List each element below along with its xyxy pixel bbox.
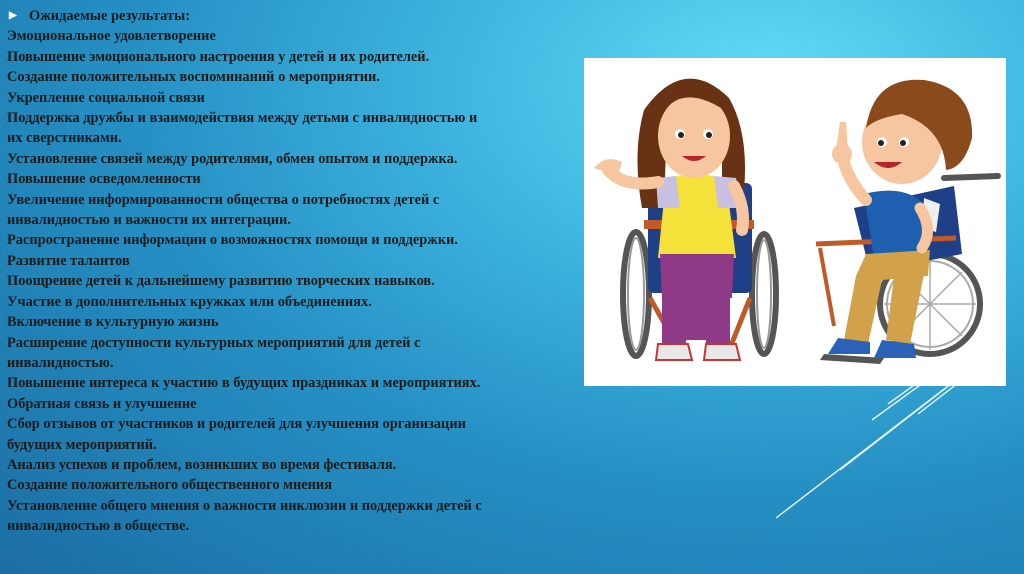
result-line: Установление общего мнения о важности инклюзии и поддержки детей с [7,497,482,514]
result-line: Поощрение детей к дальнейшему развитию творческих навыков. [7,273,435,290]
boy-figure [816,80,998,364]
result-line: Создание положительного общественного мнения [7,477,332,494]
result-line: Сбор отзывов от участников и родителей для улучшения организации [7,416,466,433]
result-line: их сверстниками. [7,130,122,147]
result-line: Распространение информации о возможностях помощи и поддержки. [7,232,458,249]
illustration-frame [584,58,1006,386]
girl-figure [594,79,776,360]
results-list [7,26,577,536]
result-line: Расширение доступности культурных мероприятий для детей с [7,334,421,351]
result-line: Эмоциональное удовлетворение [7,28,216,45]
result-line: Создание положительных воспоминаний о мероприятии. [7,69,380,86]
result-line: Анализ успехов и проблем, возникших во время фестиваля. [7,456,397,473]
children-in-wheelchairs-illustration [584,58,1006,386]
result-line: Обратная связь и улучшение [7,395,197,412]
result-line: Развитие талантов [7,252,130,269]
result-line: Участие в дополнительных кружках или объединениях. [7,293,372,310]
result-line: инвалидностью. [7,354,114,371]
result-line: инвалидностью и важности их интеграции. [7,212,291,229]
result-line: инвалидностью в обществе. [7,518,190,535]
heading: Ожидаемые результаты: [29,8,190,24]
triangle-right-icon: ▶ [9,10,17,21]
result-line: будущих мероприятий. [7,436,157,453]
expected-results-text [7,6,577,537]
result-line: Установление связей между родителями, обмен опытом и поддержка. [7,150,458,167]
heading-line [7,6,577,26]
result-line: Укрепление социальной связи [7,89,205,106]
result-line: Включение в культурную жизнь [7,314,219,331]
result-line: Повышение интереса к участию в будущих праздниках и мероприятиях. [7,375,481,392]
result-line: Поддержка дружбы и взаимодействия между детьми с инвалидностью и [7,110,478,127]
result-line: Повышение осведомленности [7,171,201,188]
result-line: Увеличение информированности общества о потребностях детей с [7,191,440,208]
result-line: Повышение эмоционального настроения у детей и их родителей. [7,48,430,65]
